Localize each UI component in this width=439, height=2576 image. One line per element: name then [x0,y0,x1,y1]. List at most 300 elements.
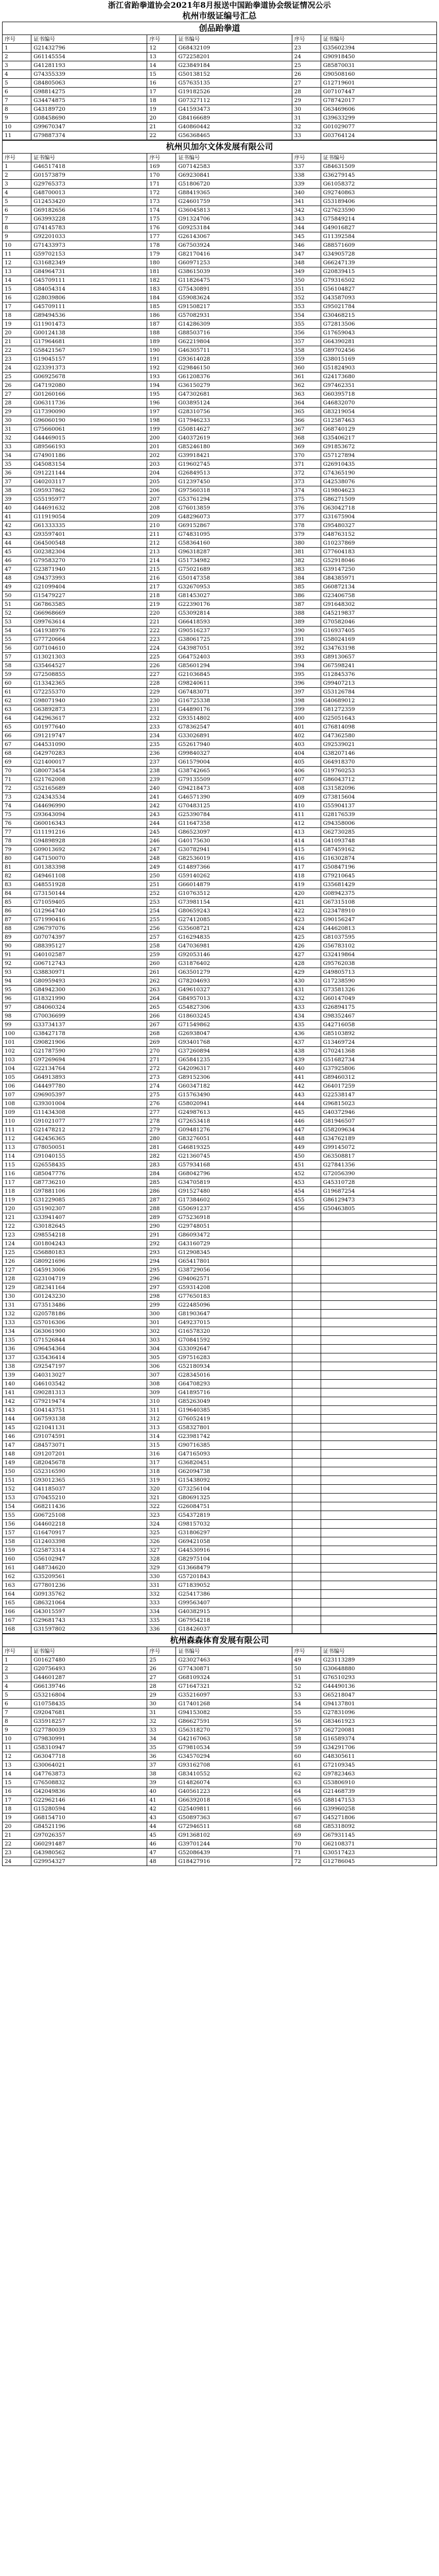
cert-cell: G79810534 [176,1743,292,1752]
cert-cell: G72653418 [176,1117,292,1126]
cert-cell: G99407213 [321,679,436,688]
cert-cell: G13342365 [31,679,147,688]
seq-cell: 26 [3,381,31,390]
seq-cell: 63 [3,705,31,714]
seq-cell: 352 [292,294,321,302]
seq-cell: 405 [292,758,321,767]
cert-cell [321,1371,436,1380]
seq-cell: 134 [3,1327,31,1336]
seq-cell: 456 [292,1205,321,1213]
cert-cell: G03764124 [321,131,436,140]
cert-cell: G90281313 [31,1388,147,1397]
table-row [3,732,437,740]
cert-cell: G49805713 [321,968,436,977]
table-row [3,775,437,784]
cert-cell: G97269694 [31,1056,147,1064]
cert-cell: G11901473 [31,320,147,329]
table-row [3,285,437,294]
cert-cell: G93597401 [31,530,147,539]
seq-cell: 308 [147,1380,176,1388]
cert-cell: G50147358 [176,574,292,583]
seq-cell: 442 [292,1082,321,1091]
seq-cell: 247 [147,845,176,854]
seq-cell: 264 [147,994,176,1003]
seq-cell: 423 [292,916,321,924]
table-row [3,180,437,189]
cert-cell [321,1345,436,1353]
cert-cell: G67598241 [321,662,436,670]
cert-cell: G38729056 [176,1266,292,1275]
cert-cell: G67503924 [176,241,292,250]
cert-cell: G28176539 [321,810,436,819]
table-row [3,250,437,259]
cert-cell: G31876402 [176,959,292,968]
cert-cell: G65417801 [176,1257,292,1266]
cert-cell: G51806720 [176,180,292,189]
cert-cell: G66247139 [321,259,436,267]
seq-cell: 409 [292,793,321,802]
table-row [3,88,437,96]
certificate-table [2,35,437,140]
cert-cell [321,1546,436,1555]
document-page [2,0,437,1866]
table-row [3,1822,437,1831]
cert-cell: G36150279 [176,381,292,390]
cert-cell: G43015597 [31,1607,147,1616]
cert-cell: G47036981 [176,942,292,951]
table-row [3,1213,437,1222]
cert-cell: G72056390 [321,1170,436,1178]
seq-cell: 229 [147,688,176,697]
seq-cell: 174 [147,206,176,215]
cert-cell: G34705819 [176,1178,292,1187]
seq-cell: 9 [3,232,31,241]
seq-cell: 381 [292,548,321,556]
table-row [3,1205,437,1213]
cert-cell: G25051643 [321,714,436,723]
seq-cell: 34 [147,1735,176,1743]
cert-cell: G13469724 [321,1038,436,1047]
table-row [3,1857,437,1866]
seq-cell: 163 [3,1581,31,1590]
cert-cell: G56318270 [176,1726,292,1735]
cert-cell: G47763873 [31,1770,147,1778]
seq-cell: 367 [292,425,321,434]
cert-cell: G91527480 [176,1187,292,1196]
cert-cell: G22962146 [31,1796,147,1805]
cert-cell: G55904137 [321,802,436,810]
seq-cell: 52 [3,609,31,618]
seq-cell [292,1275,321,1283]
cert-cell: G80921696 [31,1257,147,1266]
seq-cell: 398 [292,697,321,705]
table-row [3,1708,437,1717]
seq-cell [292,1537,321,1546]
seq-cell: 282 [147,1152,176,1161]
seq-cell: 100 [3,1029,31,1038]
table-row [3,1467,437,1476]
table-row [3,1537,437,1546]
cert-cell: G34763198 [321,644,436,653]
cert-cell: G81037595 [321,933,436,942]
table-row [3,697,437,705]
seq-cell: 448 [292,1134,321,1143]
table-row [3,1726,437,1735]
table-row [3,451,437,460]
table-row [3,267,437,276]
cert-cell: G72946511 [176,1822,292,1831]
seq-cell: 21 [3,337,31,346]
seq-cell: 337 [292,162,321,171]
cert-cell: G71990416 [31,916,147,924]
table-row [3,1840,437,1849]
cert-cell: G50138152 [176,70,292,79]
cert-cell: G64752403 [176,653,292,662]
table-row [3,1406,437,1415]
cert-cell: G91021077 [31,1117,147,1126]
seq-cell: 348 [292,259,321,267]
seq-cell: 4 [3,189,31,197]
seq-cell: 15 [147,70,176,79]
cert-cell: G68109324 [176,1673,292,1682]
cert-cell: G50463805 [321,1205,436,1213]
cert-cell: G58421567 [31,346,147,355]
seq-cell [292,1380,321,1388]
certificate-table [2,153,437,1634]
cert-cell: G39147250 [321,565,436,574]
cert-cell [321,1529,436,1537]
seq-cell: 18 [3,1805,31,1814]
certificate-table [2,1647,437,1866]
cert-cell: G85870031 [321,61,436,70]
cert-cell: G75660061 [31,425,147,434]
seq-cell: 52 [292,1682,321,1691]
cert-cell: G57016306 [31,1318,147,1327]
table-row [3,1616,437,1625]
table-row [3,399,437,408]
document-title: 浙江省跆拳道协会2021年8月报送中国跆拳道协会级证情况公示 [108,1,331,10]
cert-cell: G35918257 [31,1717,147,1726]
table-row [3,1599,437,1607]
cert-cell: G51734982 [176,556,292,565]
seq-cell: 441 [292,1073,321,1082]
seq-cell: 97 [3,1003,31,1012]
seq-cell [292,1266,321,1275]
cert-cell: G92740863 [321,189,436,197]
table-row [3,381,437,390]
seq-cell: 291 [147,1231,176,1240]
cert-cell: G17390090 [31,408,147,416]
seq-cell: 44 [3,539,31,548]
table-row [3,1231,437,1240]
cert-cell: G99763614 [31,618,147,626]
table-row [3,1459,437,1467]
seq-cell: 156 [3,1520,31,1529]
seq-cell: 301 [147,1318,176,1327]
cert-cell: G21787590 [31,1047,147,1056]
seq-cell [292,1441,321,1450]
table-row [3,1423,437,1432]
cert-cell: G76052419 [176,1415,292,1423]
seq-cell: 122 [3,1222,31,1231]
table-row [3,232,437,241]
seq-cell: 143 [3,1406,31,1415]
seq-cell [292,1388,321,1397]
seq-cell: 192 [147,364,176,372]
cert-cell: G86043712 [321,775,436,784]
seq-cell: 7 [3,96,31,105]
seq-cell: 136 [3,1345,31,1353]
cert-cell: G76510293 [321,1673,436,1682]
cert-cell: G75021689 [176,565,292,574]
cert-cell: G85601294 [176,662,292,670]
table-row [3,872,437,880]
cert-cell: G38742665 [176,767,292,775]
seq-cell: 253 [147,898,176,907]
cert-cell: G21478212 [31,1126,147,1134]
seq-cell: 78 [3,837,31,845]
cert-cell: G98352467 [321,1012,436,1021]
seq-cell: 258 [147,942,176,951]
cert-cell: G16578320 [176,1327,292,1336]
seq-cell: 216 [147,574,176,583]
cert-cell: G28310756 [176,408,292,416]
cert-cell: G90821906 [31,1038,147,1047]
cert-cell: G39701244 [176,1840,292,1849]
cert-cell: G26894175 [321,1003,436,1012]
cert-cell: G29846150 [176,364,292,372]
seq-cell: 254 [147,907,176,916]
cert-cell: G52316590 [31,1467,147,1476]
cert-cell: G48296073 [176,513,292,521]
cert-cell: G06925678 [31,372,147,381]
seq-cell: 295 [147,1266,176,1275]
seq-cell: 169 [147,162,176,171]
table-row [3,70,437,79]
seq-cell: 219 [147,600,176,609]
cert-cell: G43189720 [31,105,147,114]
seq-cell: 271 [147,1056,176,1064]
table-row [3,1012,437,1021]
seq-cell: 277 [147,1108,176,1117]
cert-cell: G96318287 [176,548,292,556]
cert-cell: G44530916 [176,1546,292,1555]
table-row [3,1388,437,1397]
cert-cell: G24173680 [321,372,436,381]
seq-cell: 363 [292,390,321,399]
table-row [3,1248,437,1257]
seq-cell: 231 [147,705,176,714]
seq-cell: 437 [292,1038,321,1047]
cert-cell: G63469606 [321,105,436,114]
cert-cell: G44602218 [31,1520,147,1529]
seq-cell: 46 [3,556,31,565]
cert-cell: G68042796 [176,1170,292,1178]
seq-cell: 120 [3,1205,31,1213]
cert-cell: G99670347 [31,123,147,131]
seq-cell: 168 [3,1625,31,1634]
seq-cell: 57 [292,1726,321,1735]
seq-cell: 344 [292,224,321,232]
table-row [3,539,437,548]
table-row [3,1520,437,1529]
cert-cell: G56880183 [31,1248,147,1257]
cert-cell: G68211436 [31,1502,147,1511]
cert-cell: G52617940 [176,740,292,749]
seq-cell: 279 [147,1126,176,1134]
cert-cell: G48763152 [321,530,436,539]
seq-cell [292,1607,321,1616]
seq-cell: 376 [292,504,321,513]
cert-cell [321,1415,436,1423]
cert-cell: G86271509 [321,495,436,504]
seq-cell: 70 [3,767,31,775]
seq-cell [292,1310,321,1318]
cert-cell: G12587463 [321,416,436,425]
seq-cell: 240 [147,784,176,793]
cert-cell: G62108371 [321,1840,436,1849]
seq-cell: 17 [3,1796,31,1805]
seq-cell: 226 [147,662,176,670]
cert-cell: G52180934 [176,1362,292,1371]
seq-cell: 453 [292,1178,321,1187]
table-row [3,521,437,530]
seq-cell: 6 [3,88,31,96]
seq-cell: 91 [3,951,31,959]
cert-cell: G65218047 [321,1691,436,1700]
cert-cell: G01243230 [31,1292,147,1301]
cert-cell: G42167063 [176,1735,292,1743]
cert-cell: G88395127 [31,942,147,951]
seq-cell: 268 [147,1029,176,1038]
cert-cell: G07104610 [31,644,147,653]
cert-cell: G84521196 [31,1822,147,1831]
seq-cell: 151 [3,1476,31,1485]
cert-cell: G67315108 [321,898,436,907]
cert-cell [321,1572,436,1581]
cert-cell: G41895716 [176,1388,292,1397]
seq-cell: 159 [3,1546,31,1555]
seq-cell: 83 [3,880,31,889]
cert-cell: G73150144 [31,889,147,898]
cert-cell [321,1555,436,1564]
seq-cell: 203 [147,460,176,469]
cert-cell: G74901186 [31,451,147,460]
cert-cell: G16302874 [321,854,436,863]
seq-cell: 10 [3,241,31,250]
cert-cell: G18427916 [176,1857,292,1866]
seq-cell: 283 [147,1161,176,1170]
cert-cell [321,1310,436,1318]
table-row [3,644,437,653]
seq-cell: 175 [147,215,176,224]
table-row [3,171,437,180]
seq-cell: 6 [3,206,31,215]
seq-cell: 5 [3,79,31,88]
seq-cell: 455 [292,1196,321,1205]
cert-cell: G11826475 [176,276,292,285]
cert-cell: G22134764 [31,1064,147,1073]
seq-cell: 257 [147,933,176,942]
table-row [3,434,437,443]
cert-cell: G32419864 [321,951,436,959]
cert-cell: G59702153 [31,250,147,259]
cert-cell: G98071940 [31,697,147,705]
cert-cell: G79210645 [321,872,436,880]
seq-cell: 341 [292,197,321,206]
seq-cell: 340 [292,189,321,197]
seq-cell: 206 [147,486,176,495]
cert-cell: G76814098 [321,723,436,732]
cert-cell: G21099404 [31,583,147,591]
cert-cell: G52918046 [321,556,436,565]
seq-cell: 36 [3,469,31,478]
cert-cell: G62720081 [321,1726,436,1735]
cert-cell: G12719601 [321,79,436,88]
cert-cell: G69182656 [31,206,147,215]
seq-cell: 269 [147,1038,176,1047]
table-row [3,1056,437,1064]
cert-cell: G86093472 [176,1231,292,1240]
cert-cell: G69421058 [176,1537,292,1546]
cert-cell: G84060324 [31,1003,147,1012]
cert-cell: G23104719 [31,1275,147,1283]
seq-cell [292,1257,321,1266]
column-header-seq: 序号 [3,154,31,162]
cert-cell [321,1537,436,1546]
seq-cell: 25 [147,1656,176,1665]
seq-cell: 414 [292,837,321,845]
cert-cell: G31597802 [31,1625,147,1634]
seq-cell: 45 [147,1831,176,1840]
seq-cell: 238 [147,767,176,775]
seq-cell: 194 [147,381,176,390]
cert-cell: G24601759 [176,197,292,206]
seq-cell: 155 [3,1511,31,1520]
cert-cell: G14286309 [176,320,292,329]
seq-cell [292,1292,321,1301]
cert-cell: G88147153 [321,1796,436,1805]
cert-cell: G98814275 [31,88,147,96]
cert-cell: G57635135 [176,79,292,88]
seq-cell [292,1467,321,1476]
cert-cell: G51824903 [321,364,436,372]
cert-cell: G92547197 [31,1362,147,1371]
seq-cell: 8 [3,1717,31,1726]
seq-cell [292,1546,321,1555]
cert-cell: G20578186 [31,1310,147,1318]
cert-cell: G40175630 [176,837,292,845]
seq-cell: 19 [3,1814,31,1822]
cert-cell: G21468739 [321,1787,436,1796]
cert-cell: G96060190 [31,416,147,425]
seq-cell: 119 [3,1196,31,1205]
cert-cell: G25390784 [176,810,292,819]
table-row [3,53,437,61]
seq-cell: 82 [3,872,31,880]
cert-cell: G46832070 [321,399,436,408]
cert-cell: G33026891 [176,732,292,740]
seq-cell: 101 [3,1038,31,1047]
cert-cell: G39301004 [31,1099,147,1108]
cert-cell [321,1397,436,1406]
seq-cell: 71 [3,775,31,784]
table-row [3,924,437,933]
cert-cell: G35681429 [321,880,436,889]
seq-cell: 351 [292,285,321,294]
cert-cell [321,1502,436,1511]
table-row [3,889,437,898]
